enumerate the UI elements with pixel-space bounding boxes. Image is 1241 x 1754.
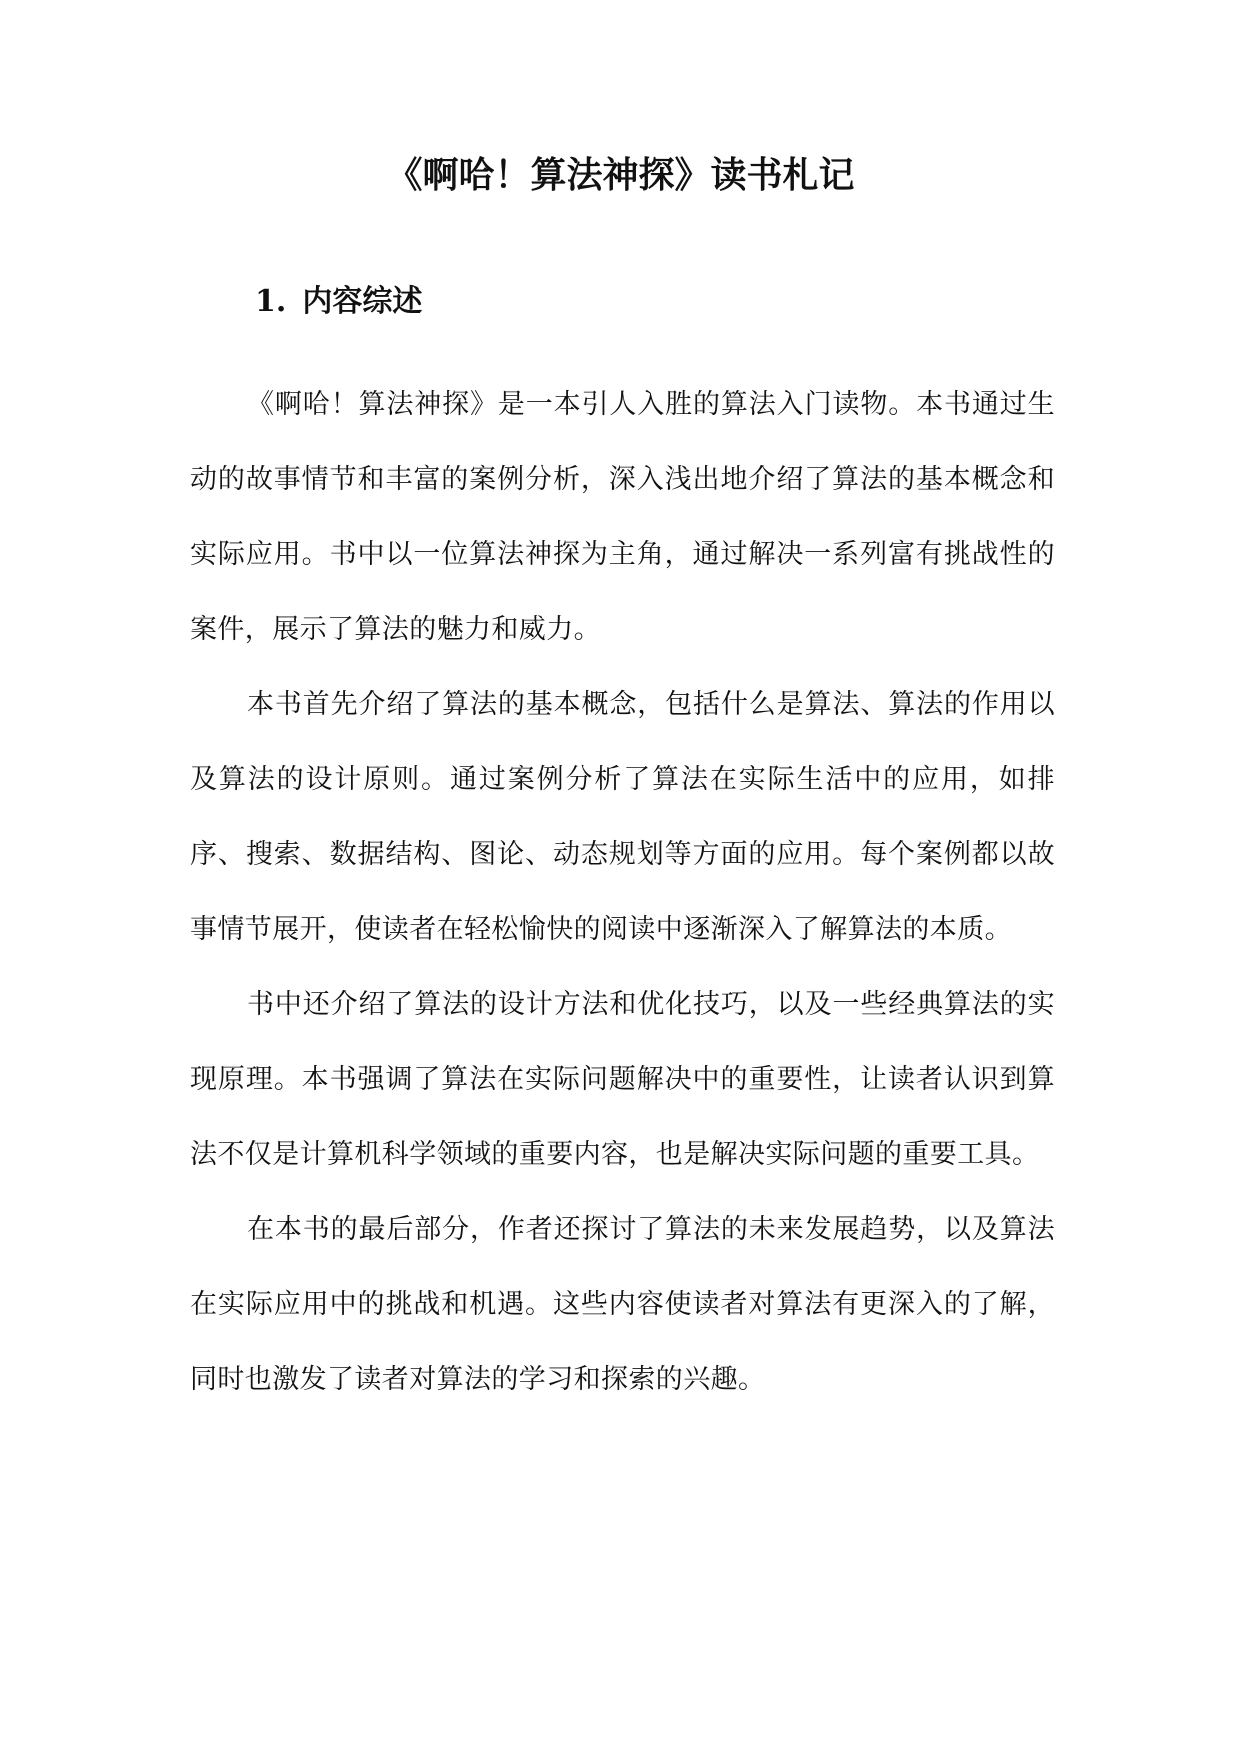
paragraph: 书中还介绍了算法的设计方法和优化技巧，以及一些经典算法的实现原理。本书强调了算法在实际问题解决中的重要性，让读者认识到算法不仅是计算机科学领域的重要内容，也是解决实际问题的重要工具。: [190, 989, 1055, 1170]
section-body: [190, 367, 1055, 1417]
section-heading-text: 内容综述: [302, 284, 423, 319]
document-title: 《啊哈！算法神探》读书札记: [386, 154, 855, 196]
paragraph: 本书首先介绍了算法的基本概念，包括什么是算法、算法的作用以及算法的设计原则。通过案例分析了算法在实际生活中的应用，如排序、搜索、数据结构、图论、动态规划等方面的应用。每个案例都以故事情节展开，使读者在轻松愉快的阅读中逐渐深入了解算法的本质。: [190, 689, 1055, 945]
paragraph: 在本书的最后部分，作者还探讨了算法的未来发展趋势，以及算法在实际应用中的挑战和机遇。这些内容使读者对算法有更深入的了解，同时也激发了读者对算法的学习和探索的兴趣。: [190, 1214, 1055, 1395]
section-heading: [255, 279, 422, 325]
section-number: 1.: [255, 284, 287, 319]
paragraph: 《啊哈！算法神探》是一本引人入胜的算法入门读物。本书通过生动的故事情节和丰富的案例分析，深入浅出地介绍了算法的基本概念和实际应用。书中以一位算法神探为主角，通过解决一系列富有挑战性的案件，展示了算法的魅力和威力。: [190, 389, 1055, 645]
